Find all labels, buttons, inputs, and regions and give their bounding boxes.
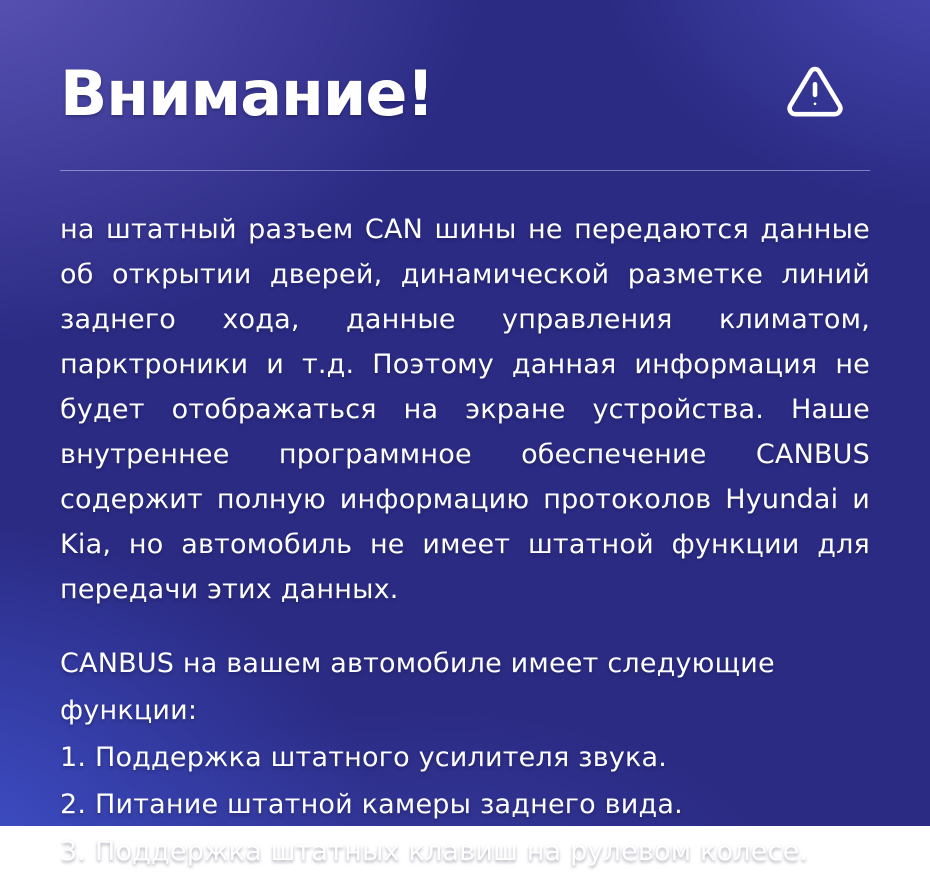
functions-list-intro: CANBUS на вашем автомобиле имеет следующие функции:: [60, 648, 775, 726]
warning-triangle-icon: [784, 62, 846, 120]
list-item: 2. Питание штатной камеры заднего вида.: [60, 789, 683, 820]
page-title: Внимание!: [60, 57, 434, 130]
canbus-warning-paragraph: на штатный разъем CAN шины не передаются данные об открытии дверей, динамической разметке линий заднего хода, данные управления климатом, парктроники и т.д. Поэтому данная информация не будет отображаться на экране устройства. Наше внутреннее программное обеспечение CANBUS содержит полную информацию протоколов Hyundai и Kia, но автомобиль не имеет штатной функции для передачи этих данных.: [60, 214, 870, 605]
list-item: 3. Поддержка штатных клавиш на рулевом колесе.: [60, 836, 809, 867]
list-item: 1. Поддержка штатного усилителя звука.: [60, 742, 668, 773]
divider: [60, 170, 870, 171]
canbus-functions-list: [60, 640, 872, 875]
header: [60, 58, 870, 130]
